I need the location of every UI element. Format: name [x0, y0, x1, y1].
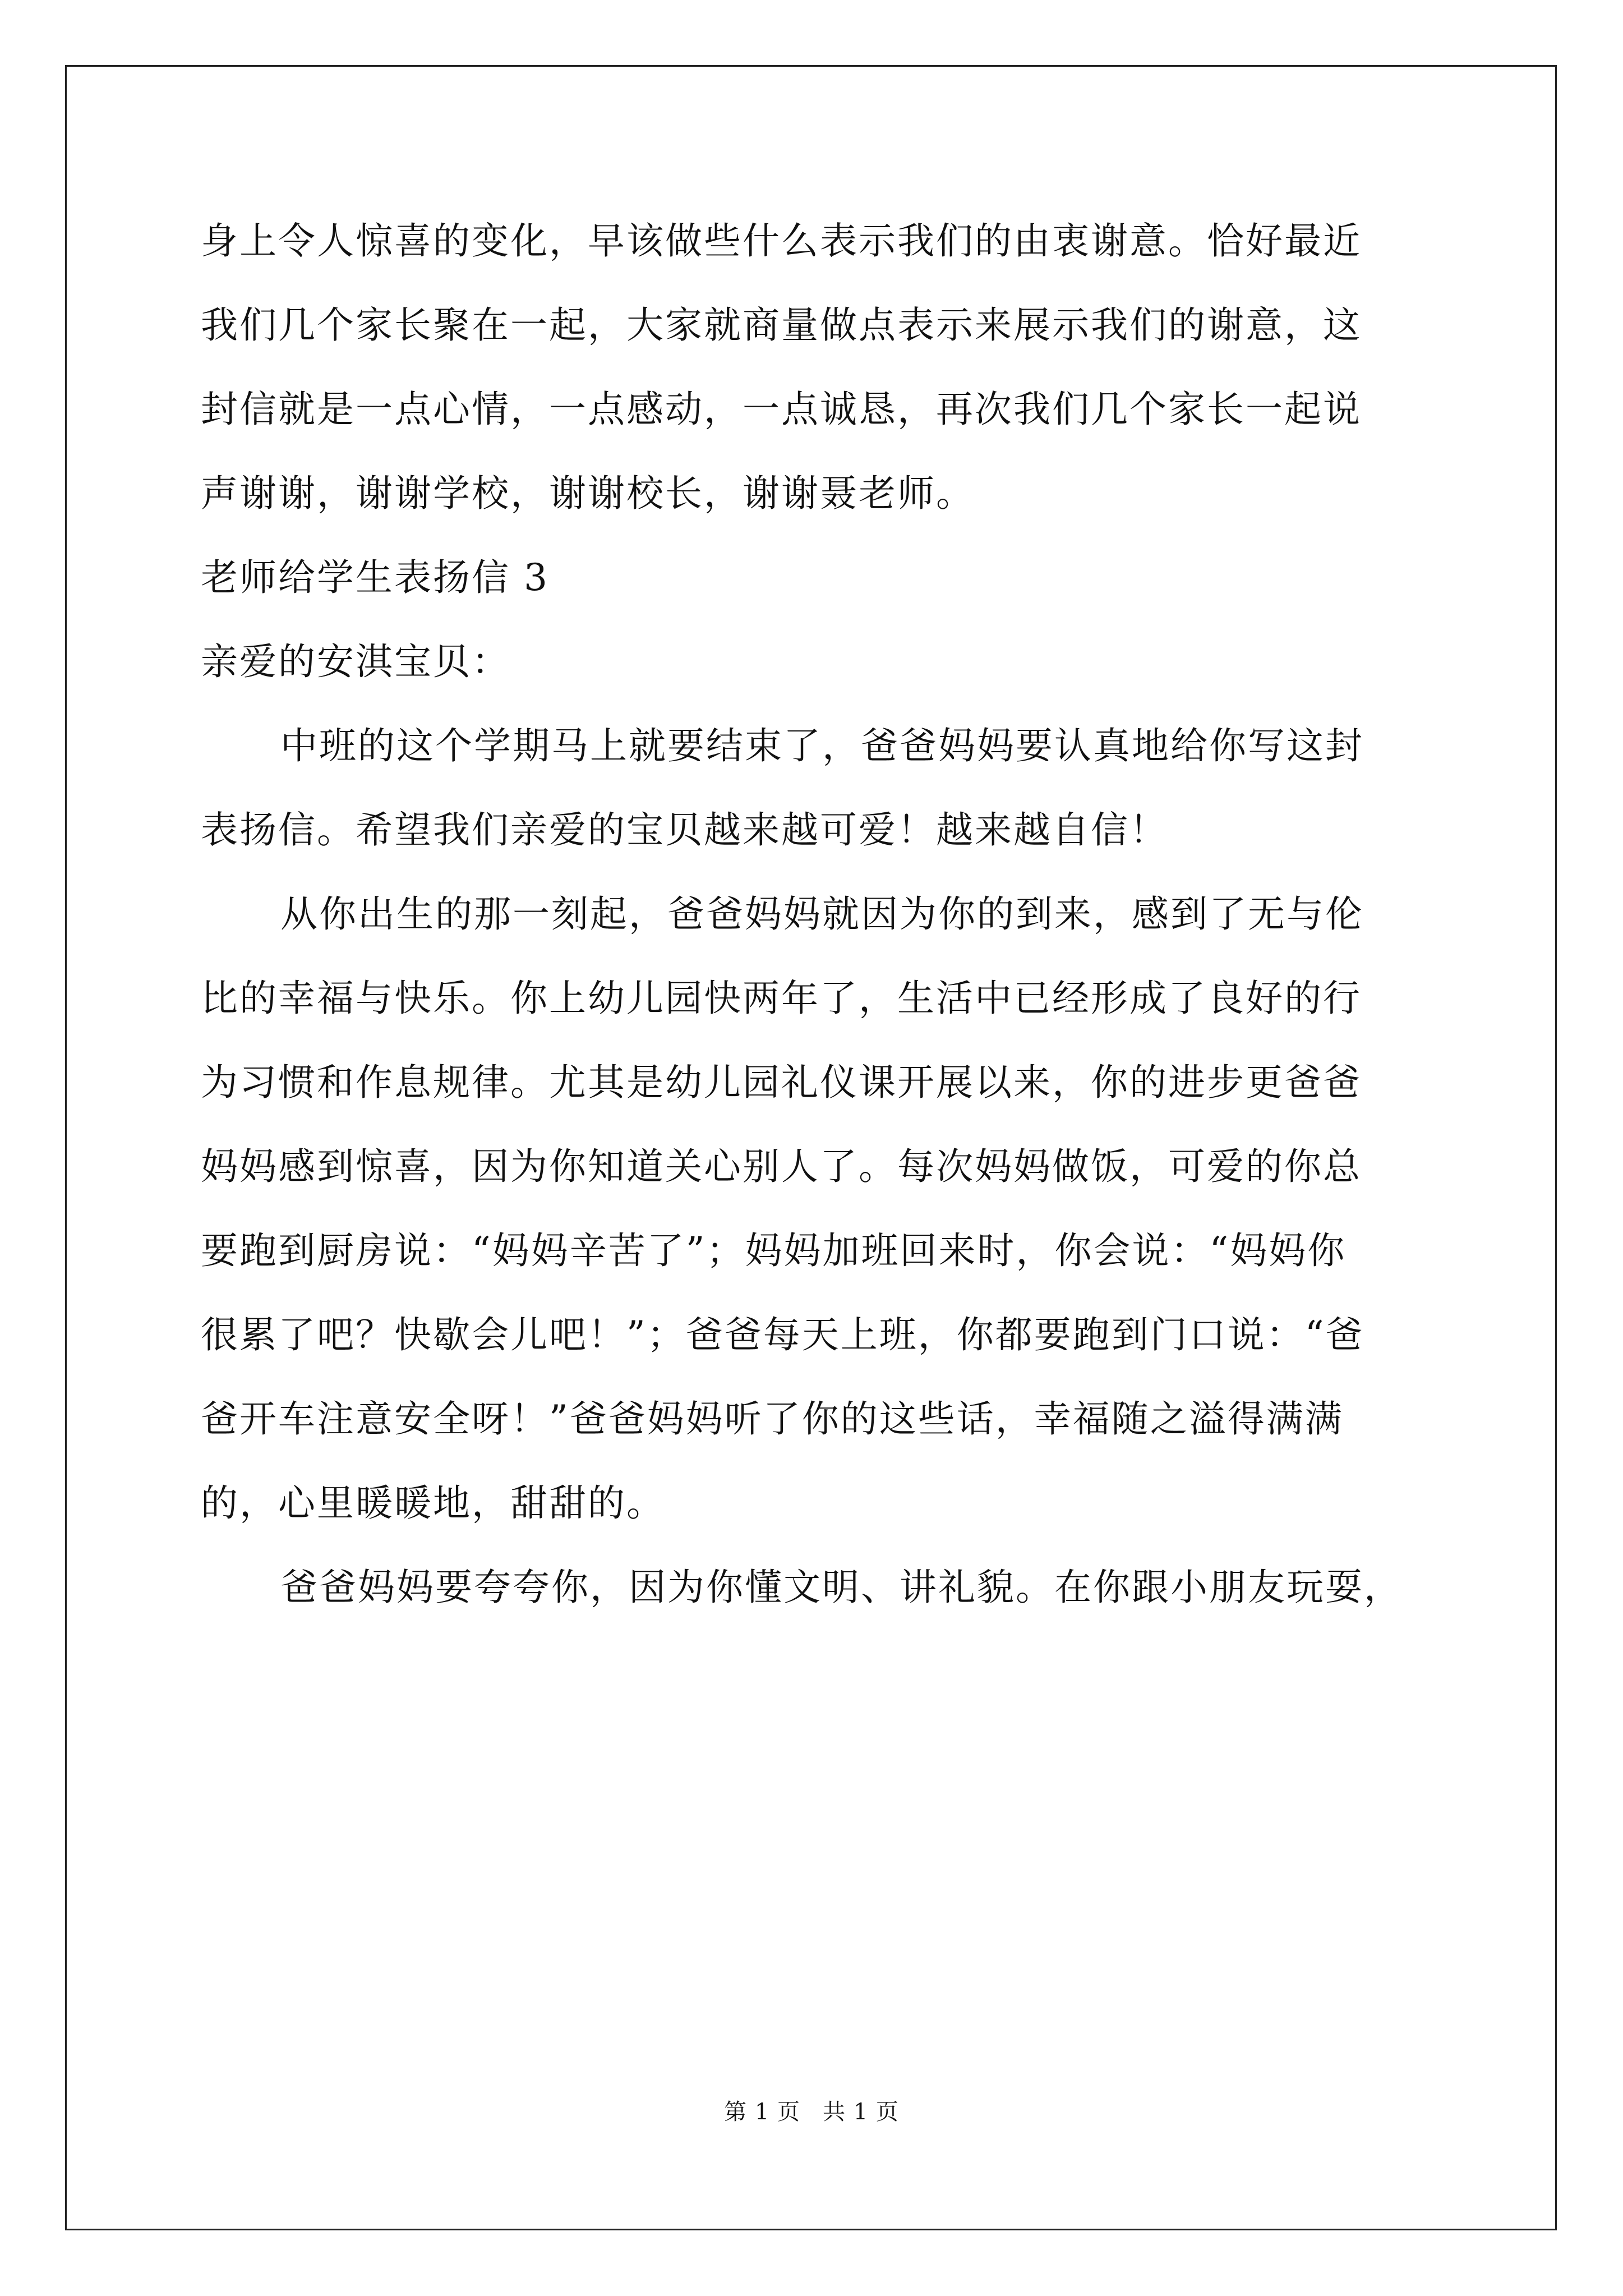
paragraph-line: 妈妈感到惊喜，因为你知道关心别人了。每次妈妈做饭，可爱的你总: [201, 1145, 1362, 1188]
paragraph-line: 从你出生的那一刻起，爸爸妈妈就因为你的到来，感到了无与伦: [280, 892, 1364, 936]
paragraph-line: 我们几个家长聚在一起，大家就商量做点表示来展示我们的谢意，这: [201, 303, 1362, 347]
section-heading: 老师给学生表扬信 3: [201, 556, 549, 599]
paragraph-line: 爸开车注意安全呀！”爸爸妈妈听了你的这些话，幸福随之溢得满满: [201, 1397, 1344, 1441]
paragraph-line: 比的幸福与快乐。你上幼儿园快两年了，生活中已经形成了良好的行: [201, 977, 1362, 1020]
paragraph-line: 声谢谢，谢谢学校，谢谢校长，谢谢聂老师。: [201, 472, 975, 515]
page-number: 第 1 页: [724, 2099, 800, 2125]
paragraph-line: 为习惯和作息规律。尤其是幼儿园礼仪课开展以来，你的进步更爸爸: [201, 1061, 1362, 1104]
paragraph-line: 身上令人惊喜的变化，早该做些什么表示我们的由衷谢意。恰好最近: [201, 219, 1362, 263]
page-footer: [0, 2098, 1623, 2126]
paragraph-line: 很累了吧？快歇会儿吧！”；爸爸每天上班，你都要跑到门口说：“爸: [201, 1313, 1364, 1356]
paragraph-line: 表扬信。希望我们亲爱的宝贝越来越可爱！越来越自信！: [201, 808, 1168, 852]
paragraph-line: 的，心里暖暖地，甜甜的。: [201, 1481, 665, 1525]
page-total: 共 1 页: [823, 2099, 899, 2125]
paragraph-line: 要跑到厨房说：“妈妈辛苦了”；妈妈加班回来时，你会说：“妈妈你: [201, 1229, 1347, 1272]
paragraph-line: 封信就是一点心情，一点感动，一点诚恳，再次我们几个家长一起说: [201, 388, 1362, 431]
paragraph-line: 中班的这个学期马上就要结束了，爸爸妈妈要认真地给你写这封: [280, 724, 1364, 767]
salutation: 亲爱的安淇宝贝：: [201, 640, 510, 683]
paragraph-line: 爸爸妈妈要夸夸你，因为你懂文明、讲礼貌。在你跟小朋友玩耍，: [280, 1566, 1403, 1609]
